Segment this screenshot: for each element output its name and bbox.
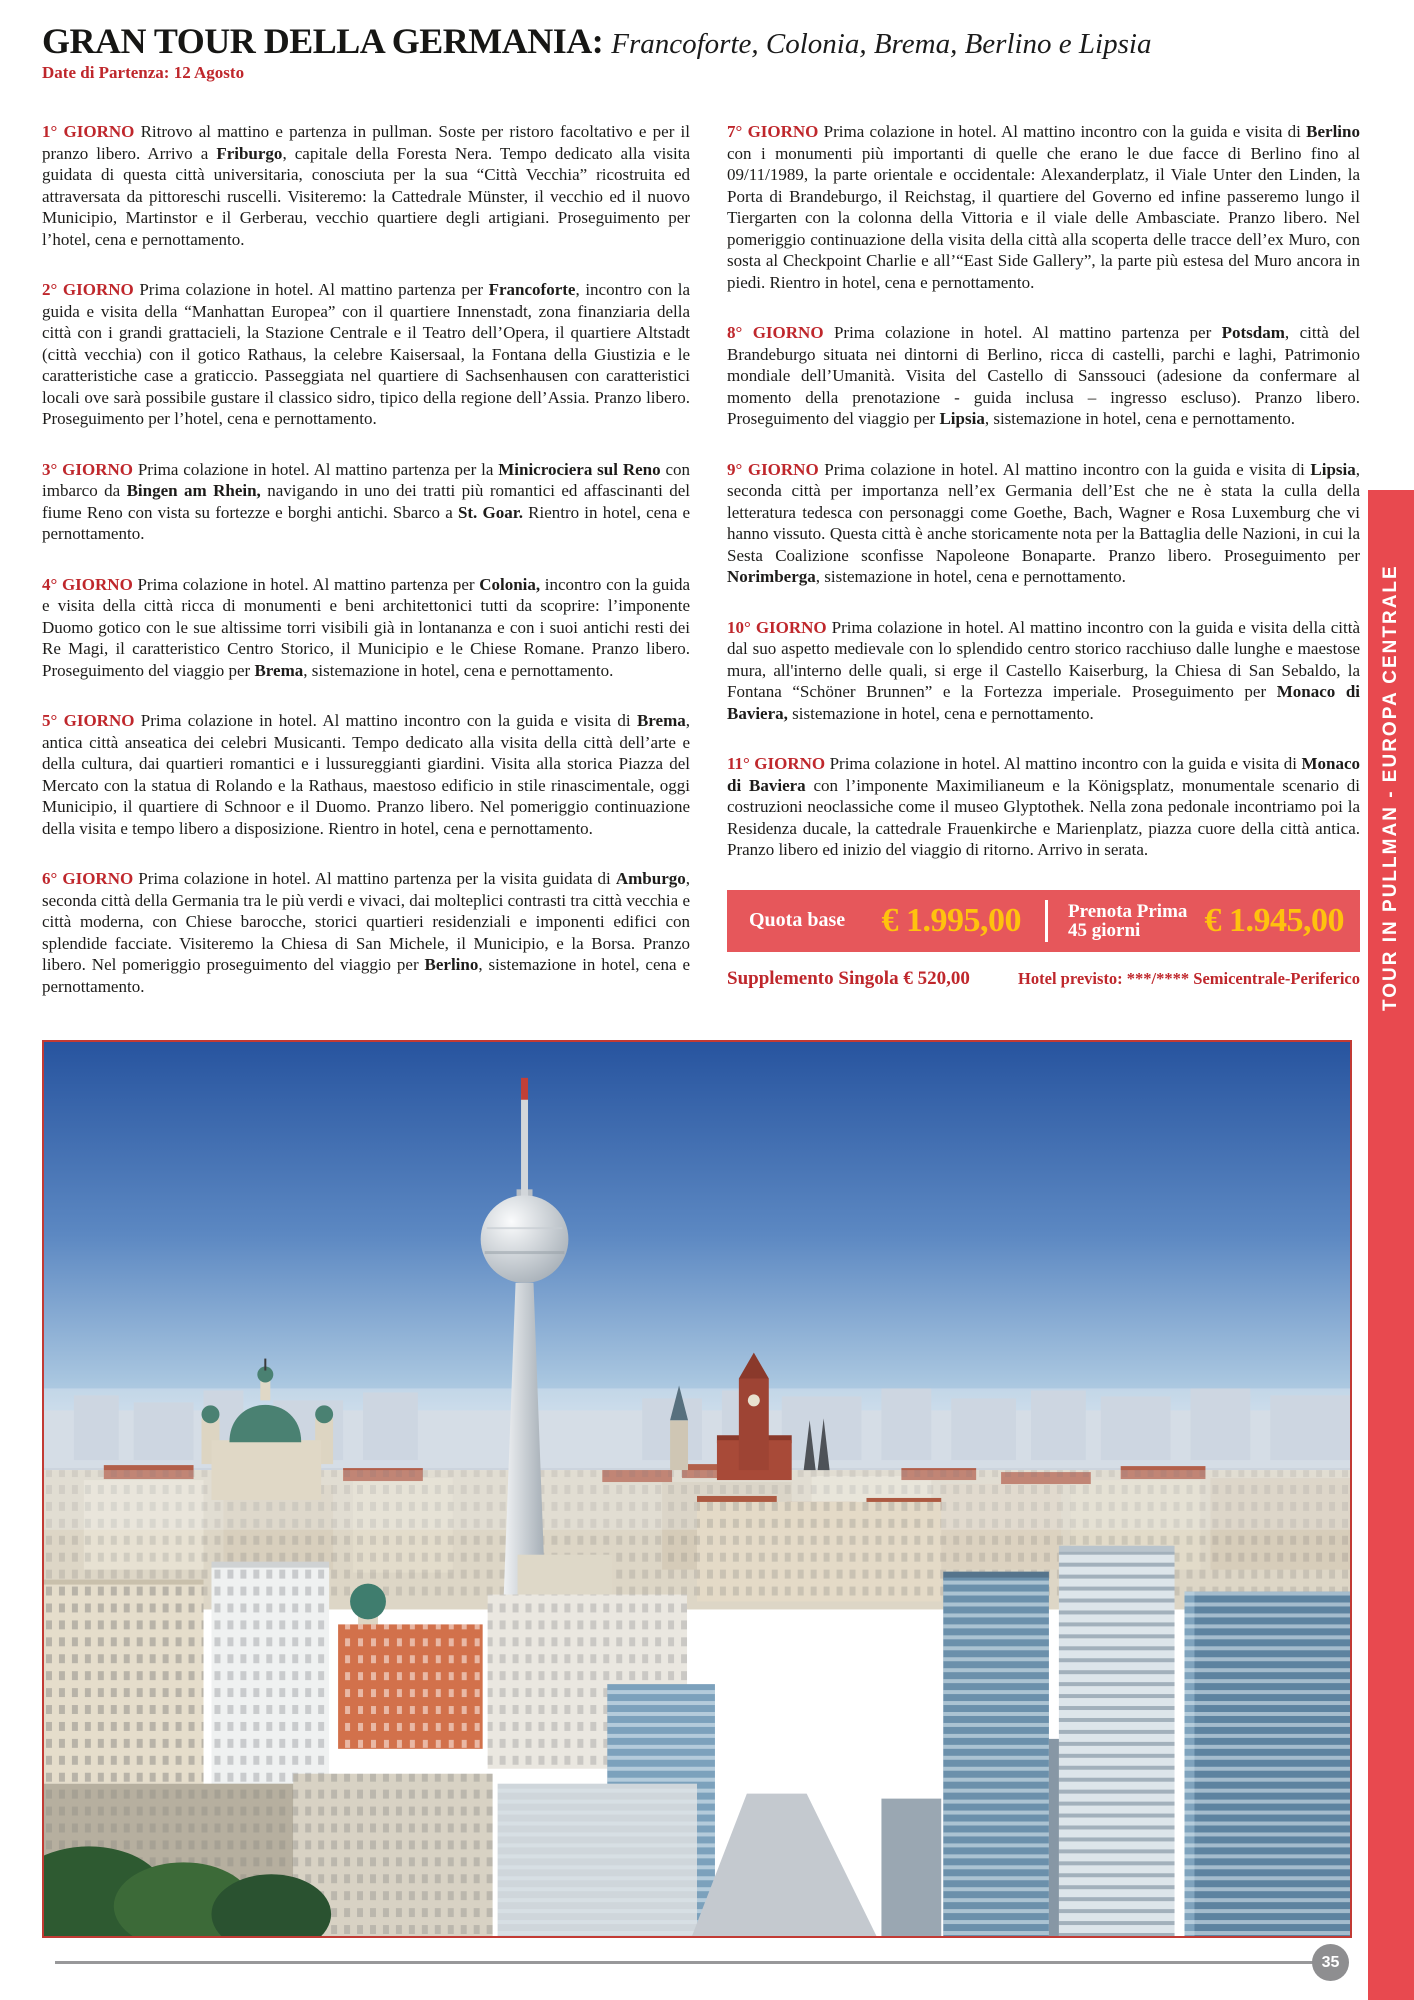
category-side-tab [1368,490,1414,2000]
price-early-segment [1048,902,1360,940]
day-text: Rientro in hotel, cena e pernottamento. [42,502,691,543]
day-text: Prima colazione in hotel. Al mattino partenza per [137,574,480,594]
itinerary-day [727,617,1360,725]
day-text: sistemazione in hotel, cena e pernottamento. [787,703,1094,723]
highlighted-place: Bingen am Rhein, [126,481,261,500]
day-text: , seconda città per importanza nell’ex Germania dell’Est che ne è stata la culla della letteratura tedesca con personaggi come Goethe, Bach, Wagner e Rosa Luxemburg che vi hanno vissuto. Questa città è anche storicamente nota per la Battaglia delle Nazioni, in cui la Sesta Coalizione sconfisse Napoleone Bonaparte. Pranzo libero. Proseguimento per [727,459,1360,565]
day-text: incontro con la guida e visita della città ricca di monumenti e beni architettonici tutti da scoprire: l’imponente Duomo gotico con le sue altissime torri visibili già in lontananza e con i suoi antichi resti dei Re Magi, il caratteristico Centro Storico, il Municipio e le Chiese Romane. Pranzo libero. Proseguimento del viaggio per [42,574,690,680]
single-supplement: Supplemento Singola € 520,00 [727,967,970,989]
highlighted-place: Berlino [1306,122,1360,141]
highlighted-place: Potsdam [1221,323,1285,342]
quota-base-label: Quota base [749,909,846,931]
hotel-info: Hotel previsto: ***/**** Semicentrale-Periferico [1018,968,1360,988]
day-text: , incontro con la guida e visita della “Manhattan Europea” con il quartiere Innenstadt, zona finanziaria della città con i grandi grattacieli, la Stazione Centrale e il Teatro dell’Opera, il quartiere Altstadt (città vecchia) con il gotico Rathaus, la celebre Kaisersaal, la Fontana della Giustizia e le caratteristiche case a graticcio. Passeggiata nel quartiere di Sachsenhausen con caratteristici locali ove sarà possibile gustare il classico sidro, tipico della regione dell’Assia. Pranzo libero. Proseguimento per l’hotel, cena e pernottamento. [42,280,690,428]
day-text: Ritrovo al mattino e partenza in pullman. Soste per ristoro facoltativo e per il pranzo libero. Arrivo a [42,122,691,163]
itinerary-day [727,459,1360,588]
day-label: 11° GIORNO [727,754,830,773]
highlighted-place: Amburgo [615,869,686,888]
itinerary-column-left [42,121,690,1026]
day-text: Prima colazione in hotel. Al mattino incontro con la guida e visita di [823,122,1307,141]
prenota-prima-value: € 1.945,00 [1204,901,1344,939]
highlighted-place: St. Goar. [457,502,523,522]
footer-rule [55,1961,1315,1964]
day-label: 7° GIORNO [727,122,824,141]
page-number-badge [1312,1944,1349,1981]
itinerary-day [42,868,690,997]
day-text: , sistemazione in hotel, cena e pernottamento. [303,660,614,680]
day-label: 9° GIORNO [727,459,825,479]
day-text: , sistemazione in hotel, cena e pernottamento. [984,409,1295,428]
highlighted-place: Colonia, [479,574,541,594]
side-tab-label: TOUR IN PULLMAN - EUROPA CENTRALE [1380,564,1401,1012]
day-label: 2° GIORNO [42,280,140,299]
day-text: , antica città anseatica dei celebri Musicanti. Tempo dedicato alla visita della città dell’arte e della cultura, dai quartieri romantici e i lussureggianti giardini. Visita alla storica Piazza del Mercato con la statua di Rolando e la Rathaus, maestoso edificio in stile rinascimentale, oggi Municipio, il quartiere di Schnoor e il Duomo. Pranzo libero. Nel pomeriggio continuazione della visita e tempo libero a disposizione. Rientro in hotel, cena e pernottamento. [42,711,690,838]
itinerary-day [42,121,690,250]
day-label: 1° GIORNO [42,122,141,141]
itinerary-day [42,279,690,430]
berlin-skyline-photo [42,1040,1352,1938]
highlighted-place: Brema [636,711,686,730]
day-text: Prima colazione in hotel. Al mattino partenza per la [137,459,499,479]
day-text: con l’imponente Maximilianeum e la Königsplatz, monumentale scenario di costruzioni neoclassiche come il museo Glyptothek. Nella zona pedonale incontriamo poi la Residenza ducale, la cattedrale Frauenkirche e Marienplatz, piazza cuore della città antica. Pranzo libero ed inizio del viaggio di ritorno. Arrivo in serata. [727,775,1360,859]
highlighted-place: Norimberga [727,567,816,586]
berlin-skyline-illustration [44,1042,1350,1936]
departure-date: Date di Partenza: 12 Agosto [42,63,245,82]
highlighted-place: Monaco di Baviera [727,754,1360,795]
day-label: 3° GIORNO [42,459,138,479]
highlighted-place: Friburgo [216,143,283,163]
highlighted-place: Brema [254,660,304,680]
itinerary-day [42,574,690,682]
highlighted-place: Minicrociera sul Reno [498,459,661,479]
prenota-line2: 45 giorni [1068,919,1141,941]
page-header [42,20,1342,83]
day-text: , seconda città della Germania tra le più verdi e vivaci, dai molteplici contrasti tra città vecchia e città moderna, con Chiese barocche, storici quartieri residenziali e imponenti edifici con splendide facciate. Visiteremo la Chiesa di San Michele, il Municipio, e la Borsa. Pranzo libero. Nel pomeriggio proseguimento del viaggio per [42,869,690,974]
trees [44,1784,331,1936]
itinerary-day [727,322,1360,430]
right-column [727,121,1360,1026]
day-text: Prima colazione in hotel. Al mattino partenza per [139,280,489,299]
day-label: 4° GIORNO [42,574,138,594]
itinerary-day [727,121,1360,293]
day-label: 5° GIORNO [42,711,141,730]
itinerary-day [727,753,1360,861]
day-text: , sistemazione in hotel, cena e pernottamento. [815,567,1126,586]
itinerary-column-right [727,121,1360,861]
day-text: con imbarco da [42,459,690,500]
price-notes [727,968,1360,990]
highlighted-place: Francoforte [488,280,576,299]
day-text: Prima colazione in hotel. Al mattino incontro con la guida e visita di [824,459,1311,479]
itinerary-columns [42,121,1360,1026]
day-text: , capitale della Foresta Nera. Tempo dedicato alla visita guidata di questa città universitaria, conosciuta per la sua “Città Vecchia” ricostruita ed attraversata da pittoreschi ruscelli. Visiteremo: la Cattedrale Münster, il vecchio ed il nuovo Municipio, Martinstor e il Gerberau, vecchio quartiere degli artigiani. Proseguimento per l’hotel, cena e pernottamento. [42,143,690,249]
day-label: 6° GIORNO [42,869,139,888]
day-text: Prima colazione in hotel. Al mattino incontro con la guida e visita di [829,754,1302,773]
day-text: , città del Brandeburgo situata nei dintorni di Berlino, ricca di castelli, parchi e laghi, Patrimonio mondiale dell’Umanità. Visita del Castello di Sanssouci (adesione da confermare al momento della prenotazione - guida inclusa – ingresso escluso). Pranzo libero. Proseguimento del viaggio per [727,323,1361,428]
itinerary-day [42,710,690,839]
day-text: Prima colazione in hotel. Al mattino partenza per [833,323,1222,342]
highlighted-place: Monaco di Baviera, [727,682,1360,723]
page-number: 35 [1321,1953,1340,1971]
itinerary-day [42,459,690,545]
day-text: , sistemazione in hotel, cena e pernottamento. [42,955,691,996]
day-text: Prima colazione in hotel. Al mattino incontro con la guida e visita di [140,711,637,730]
day-label: 10° GIORNO [727,617,832,637]
day-label: 8° GIORNO [727,323,834,342]
price-box [727,890,1360,952]
day-text: Prima colazione in hotel. Al mattino incontro con la guida e visita della città dal suo aspetto medievale con lo splendido centro storico racchiuso dalle lunghe e maestose mura, all'interno delle quali, si erge il Castello Kaiserburg, la Chiesa di San Sebaldo, la Fontana “Schöner Brunnen” e la Fortezza imperiale. Proseguimento per [727,617,1360,701]
prenota-line1: Prenota Prima [1068,900,1188,922]
page-title: GRAN TOUR DELLA GERMANIA: [42,21,604,61]
day-text: navigando in uno dei tratti più romantici ed affascinanti del fiume Reno con vista su fortezze e borghi antichi. Sbarco a [42,481,690,522]
quota-base-value: € 1.995,00 [881,901,1021,939]
page-title-cities: Francoforte, Colonia, Brema, Berlino e Lipsia [611,28,1152,60]
highlighted-place: Lipsia [939,409,985,428]
prenota-prima-label [1068,902,1187,940]
day-text: Prima colazione in hotel. Al mattino partenza per la visita guidata di [138,869,616,888]
price-base-segment [727,902,1045,940]
day-text: con i monumenti più importanti di quelle che erano le due facce di Berlino fino al 09/11/1989, la parte orientale e occidentale: Alexanderplatz, il Viale Unter den Linden, la Porta di Brandeburgo, il Reichstag, il quartiere del Governo ed infine passeremo lungo il Tiergarten con la colonna della Vittoria e il viale delle Ambasciate. Pranzo libero. Nel pomeriggio continuazione della visita della città alla scoperta delle tracce dell’ex Muro, con sosta al Checkpoint Charlie e all’“East Side Gallery”, la parte più estesa del Muro ancora in piedi. Rientro in hotel, cena e pernottamento. [727,143,1360,292]
highlighted-place: Berlino [424,955,479,974]
highlighted-place: Lipsia [1310,459,1356,479]
